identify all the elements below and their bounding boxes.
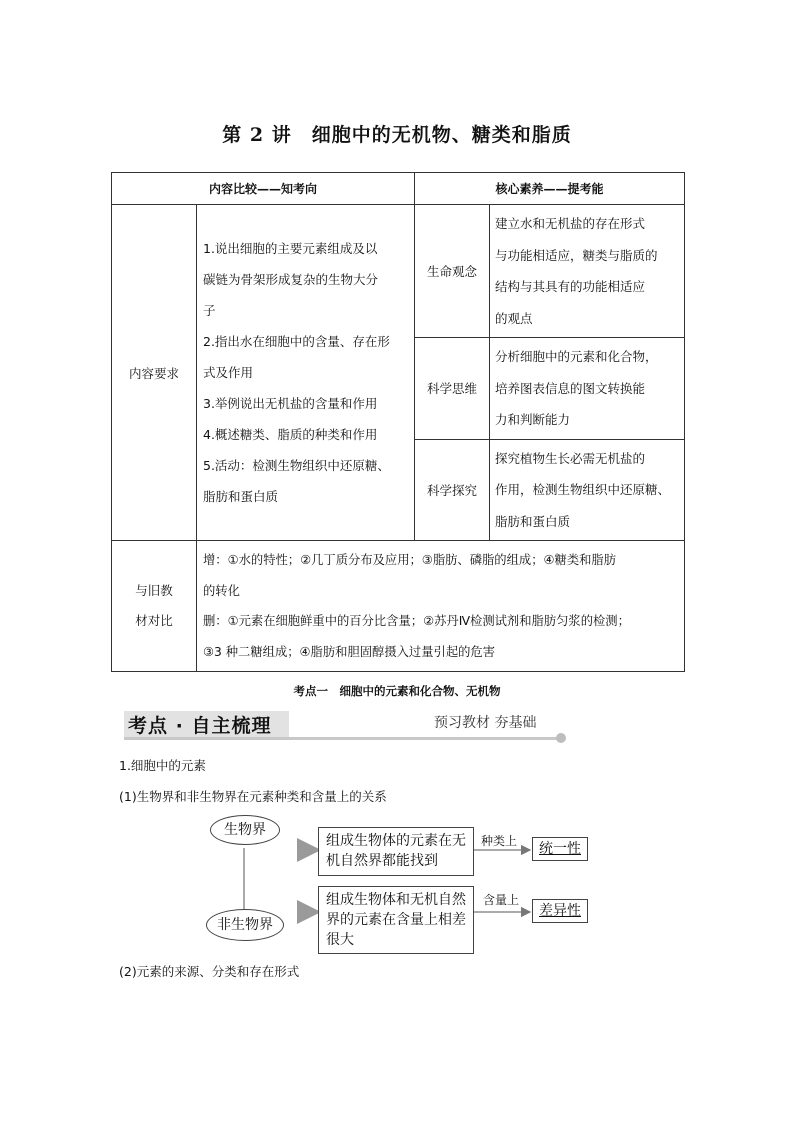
change-line: ③3 种二糖组成；④脂肪和胆固醇摄入过量引起的危害 — [203, 644, 496, 659]
requirement-line: 3.举例说出无机盐的含量和作用 — [203, 396, 378, 411]
result-unity-text: 统一性 — [539, 841, 581, 857]
requirement-line: 1.说出细胞的主要元素组成及以 — [203, 241, 378, 256]
banner-dot — [556, 733, 566, 743]
requirement-line: 4.概述糖类、脂质的种类和作用 — [203, 427, 378, 442]
literacy-name: 生命观念 — [415, 205, 490, 338]
page-title: 第 2 讲 细胞中的无机物、糖类和脂质 — [222, 124, 572, 146]
header-core-literacy: 核心素养——提考能 — [415, 173, 685, 205]
requirement-line: 式及作用 — [203, 365, 254, 380]
literacy-line: 结构与其具有的功能相适应 — [495, 279, 646, 294]
change-line: 的转化 — [203, 583, 240, 598]
literacy-line: 探究植物生长必需无机盐的 — [495, 450, 646, 466]
label-content: 含量上 — [483, 893, 520, 907]
change-content — [197, 541, 685, 672]
literacy-line: 力和判断能力 — [495, 412, 571, 427]
change-line: 增：①水的特性；②几丁质分布及应用；③脂肪、磷脂的组成；④糖类和脂肪 — [203, 553, 617, 567]
change-label-line: 材对比 — [135, 613, 173, 628]
literacy-line: 脂肪和蛋白质 — [495, 513, 571, 529]
header-content-compare: 内容比较——知考向 — [112, 173, 415, 205]
relation-box-content: 组成生物体和无机自然界的元素在含量上相差很大 — [318, 886, 474, 954]
literacy-desc — [490, 205, 685, 338]
literacy-name: 科学探究 — [415, 439, 490, 541]
requirement-line: 脂肪和蛋白质 — [203, 489, 279, 504]
requirements-label: 内容要求 — [112, 205, 197, 541]
literacy-line: 建立水和无机盐的存在形式 — [495, 216, 646, 231]
subsection-heading: (2)元素的来源、分类和存在形式 — [119, 964, 300, 979]
banner-subheading: 预习教材 夯基础 — [434, 715, 537, 731]
literacy-desc — [490, 439, 685, 541]
requirements-list — [197, 205, 415, 541]
result-difference — [532, 899, 588, 923]
change-label — [112, 541, 197, 672]
label-kind: 种类上 — [481, 834, 518, 848]
requirement-line: 子 — [203, 303, 216, 318]
requirement-line: 5.活动：检测生物组织中还原糖、 — [203, 458, 390, 473]
literacy-line: 分析细胞中的元素和化合物， — [495, 349, 658, 364]
change-label-line: 与旧教 — [135, 583, 173, 598]
banner-heading: 考点 · 自主梳理 — [128, 715, 272, 737]
literacy-line: 作用，检测生物组织中还原糖、 — [495, 482, 671, 497]
bio-world-oval: 生物界 — [210, 815, 280, 845]
nonbio-world-oval: 非生物界 — [206, 909, 284, 941]
content-table — [111, 172, 685, 672]
relation-box-kind: 组成生物体的元素在无机自然界都能找到 — [318, 827, 474, 876]
literacy-name: 科学思维 — [415, 338, 490, 440]
literacy-desc — [490, 338, 685, 440]
change-line: 删：①元素在细胞鲜重中的百分比含量；②苏丹Ⅳ检测试剂和脂肪匀浆的检测； — [203, 614, 630, 628]
requirement-line: 碳链为骨架形成复杂的生物大分 — [203, 272, 379, 287]
result-unity — [532, 837, 588, 861]
section-heading: 1.细胞中的元素 — [119, 758, 206, 773]
result-difference-text: 差异性 — [539, 903, 581, 919]
literacy-line: 培养图表信息的图文转换能 — [495, 380, 646, 396]
requirement-line: 2.指出水在细胞中的含量、存在形 — [203, 334, 390, 349]
subsection-heading: (1)生物界和非生物界在元素种类和含量上的关系 — [119, 789, 387, 804]
literacy-line: 与功能相适应，糖类与脂质的 — [495, 247, 658, 263]
kaodian-title: 考点一 细胞中的元素和化合物、无机物 — [293, 684, 501, 698]
literacy-line: 的观点 — [495, 310, 533, 326]
